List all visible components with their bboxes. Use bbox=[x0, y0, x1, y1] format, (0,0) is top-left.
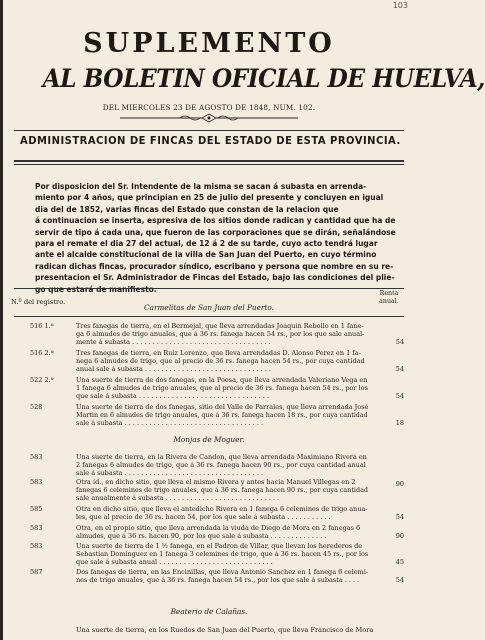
entry-text bbox=[76, 453, 368, 477]
entry-line: 1 fanega 6 almudes de trigo anuales, que al precio de 36 rs. fanega hacen 54 rs., por los bbox=[76, 384, 368, 393]
rule-table-top bbox=[14, 288, 404, 289]
entry-line: Una suerte de tierra de dos fanegas, en la Poesa, que lleva arrendada Valeriano Vega en bbox=[76, 376, 368, 384]
entry-line: ga 6 almudes de trigo anuales, que á 36 rs. fanega hacen 54 rs., por los que sale anual- bbox=[76, 330, 365, 339]
registro-number: 516 1.ª bbox=[30, 322, 54, 330]
renta-value: 54 bbox=[395, 513, 404, 521]
renta-value: 90 bbox=[395, 480, 404, 488]
entry-line: que sale á subasta anual . . . . . . . . . . . . . . . . . . . . . . . . . . . . bbox=[76, 558, 273, 567]
renta-value: 54 bbox=[395, 365, 404, 373]
registro-number: 528 bbox=[30, 403, 43, 411]
intro-line: servir de tipo á cada una, que fueron de las corporaciones que se dirán, señalándose bbox=[35, 227, 396, 237]
intro-line: go que estará de manifiesto. bbox=[35, 284, 157, 294]
entry-line: sale á subasta . . . . . . . . . . . . . . . . . . . . . . . . . . . . . . . . . . bbox=[76, 419, 264, 428]
entry-text bbox=[76, 568, 368, 584]
registro-number: 583 bbox=[30, 453, 43, 461]
page-number: 103 bbox=[392, 1, 408, 10]
section-title-carmelitas: Carmelitas de San Juan del Puerto. bbox=[144, 303, 274, 312]
entry-line: Una suerte de tierra, en la Rivera de Candon, que lleva arrendada Maximiano Rivera en bbox=[76, 453, 367, 461]
entry-text bbox=[76, 349, 368, 373]
renta-value: 54 bbox=[395, 338, 404, 346]
section-title-moguer: Monjas de Moguer. bbox=[173, 435, 245, 444]
entry-line: nes de trigo anuales, que á 36 rs. fanega hacen 54 rs., por los que sale á subasta . . . . bbox=[76, 576, 360, 585]
entry-line: Sebastian Dominguez en 1 fanega 3 celemines de trigo, que á 36 rs. hacen 45 rs., por los bbox=[76, 550, 369, 559]
entry-line: almudes, que á 36 rs. hacen 90, por los que sale á subasta . . . . . . . . . . . . . . bbox=[76, 532, 327, 541]
final-entry-line: Una suerte de tierra, en los Ruedos de San Juan del Puerto, que lleva Francisco de Mora bbox=[76, 626, 374, 634]
entry-line: que sale á subasta . . . . . . . . . . . . . . . . . . . . . . . . . . . . . . . . bbox=[76, 392, 270, 401]
intro-paragraph bbox=[35, 181, 399, 295]
entry-line: Otra íd., en dicho sitio, que lleva el mismo Rivera y antes hacia Manuel Villegas en 2 bbox=[76, 478, 356, 486]
renta-value: 45 bbox=[395, 558, 404, 566]
renta-value: 54 bbox=[395, 576, 404, 584]
registro-number: 522 2.ª bbox=[30, 376, 54, 384]
rule-top bbox=[14, 130, 404, 131]
entry-line: mente á subasta . . . . . . . . . . . . . . . . . . . . . . . . . . . . . . . . . . bbox=[76, 338, 271, 347]
entry-line: Tres fanegas de tierra, en Ruiz Lorenzo, que lleva arrendadas D. Alonso Perez en 1 fa- bbox=[76, 349, 361, 357]
entry-line: Otra en dicho sitio, que lleva el antedicho Rivera en 1 fanega 6 celemines de trigo anua- bbox=[76, 505, 368, 513]
intro-line: ante el alcalde constitucional de la villa de San Juan del Puerto, en cuyo término bbox=[35, 250, 377, 260]
intro-line: miento por 4 años, que principian en 25 de julio del presente y concluyen en igual bbox=[35, 193, 384, 203]
ornament-divider bbox=[120, 114, 298, 122]
entry-line: Otra, en el propio sitio, que lleva arrendada la viuda de Diego de Mora en 2 fanegas 6 bbox=[76, 524, 361, 532]
entry-text bbox=[76, 322, 368, 346]
rule-table-header bbox=[14, 316, 404, 317]
intro-line: Por disposicion del Sr. Intendente de la misma se sacan á subasta en arrenda- bbox=[35, 182, 367, 191]
entry-line: Dos fanegas de tierra, en las Encinillas, que lleva Antonio Sanchez en 1 fanega 6 celemi- bbox=[76, 568, 369, 576]
intro-line: presentacion el Sr. Administrador de Fincas del Estado, bajo las condiciones del plie- bbox=[35, 273, 395, 283]
entry-line: anual sale á subasta . . . . . . . . . . . . . . . . . . . . . . . . . . . . . . . bbox=[76, 365, 271, 374]
intro-line: dia del de 1852, varias fincas del Estado que constan de la relacion que bbox=[35, 204, 339, 214]
supplement-title: SUPLEMENTO bbox=[83, 28, 335, 59]
registro-number: 583 bbox=[30, 478, 43, 486]
registro-number: 587 bbox=[30, 568, 43, 576]
scan-edge bbox=[0, 0, 3, 640]
entry-line: nega 6 almudes de trigo, que al precio de 36 rs. fanega hacen 54 rs., por cuya cantidad bbox=[76, 357, 365, 366]
renta-value: 18 bbox=[395, 419, 404, 427]
entry-line: Una suerte de tierra de 1 ½ fanega, en el Padron de Villar, que llevan los herederos de bbox=[76, 542, 363, 550]
section-title-calanas: Beaterio de Calañas. bbox=[170, 607, 248, 616]
section-heading: ADMINISTRACION DE FINCAS DEL ESTADO DE ESTA PROVINCIA. bbox=[20, 136, 401, 147]
bulletin-title: AL BOLETIN OFICIAL DE HUELVA, bbox=[42, 64, 485, 93]
renta-header-line-2: anual. bbox=[379, 298, 399, 305]
entry-text bbox=[76, 403, 368, 427]
entry-text bbox=[76, 505, 368, 521]
entry-line: 2 fanegas 6 almudes de trigo, que á 36 rs. fanega hacen 90 rs., por cuya cantidad anual bbox=[76, 461, 366, 470]
entry-text bbox=[76, 524, 368, 540]
entry-line: Martin en 6 almudes de trigo anuales, que á 36 rs. fanega hacen 18 rs., por cuya cantidad bbox=[76, 411, 368, 420]
entry-line: les, que al precio de 36 rs. hacen 54, por los que sale á subasta . . . . . . . . . . . bbox=[76, 513, 331, 522]
entry-line: fanegas 6 celemines de trigo anuales, que á 36 rs. fanega hacen 90 rs., por cuya cantidad bbox=[76, 486, 369, 495]
intro-line: á continuacion se inserta, espresiva de los sitios donde radican y cantidad que ha de bbox=[35, 216, 396, 226]
entry-text bbox=[76, 478, 368, 502]
dateline: DEL MIERCOLES 23 DE AGOSTO DE 1848, NUM. 102. bbox=[102, 103, 316, 112]
entry-text bbox=[76, 542, 368, 566]
rule-heading-1 bbox=[14, 160, 404, 162]
entry-line: Una suerte de tierra de dos fanegas, sitio del Valle de Parrales, que lleva arrendada José bbox=[76, 403, 369, 411]
entry-text bbox=[76, 376, 368, 400]
registro-number: 583 bbox=[30, 524, 43, 532]
renta-value: 90 bbox=[395, 532, 404, 540]
renta-header-line-1: Renta bbox=[379, 290, 399, 297]
rule-heading-2 bbox=[14, 164, 404, 165]
intro-line: radican dichas fincas, procurador síndico, escribano y persona que nombre en su re- bbox=[35, 261, 394, 271]
registro-number: 585 bbox=[30, 505, 43, 513]
renta-value: 54 bbox=[395, 392, 404, 400]
registro-number: 516 2.ª bbox=[30, 349, 54, 357]
registro-number: 583 bbox=[30, 542, 43, 550]
entry-line: Tres fanegas de tierra, en el Bermejal, que lleva arrendadas Joaquin Rebollo en 1 fane- bbox=[76, 322, 364, 330]
entry-line: sale anualmente á subasta . . . . . . . . . . . . . . . . . . . . . . . . . . . . bbox=[76, 494, 280, 503]
intro-line: para el remate el dia 27 del actual, de 12 á 2 de su tarde, cuyo acto tendrá lugar bbox=[35, 239, 378, 249]
entry-line: sale á subasta . . . . . . . . . . . . . . . . . . . . . . . . . . . . . . . . . . bbox=[76, 469, 264, 478]
registro-header: N.º del registro. bbox=[11, 298, 66, 306]
